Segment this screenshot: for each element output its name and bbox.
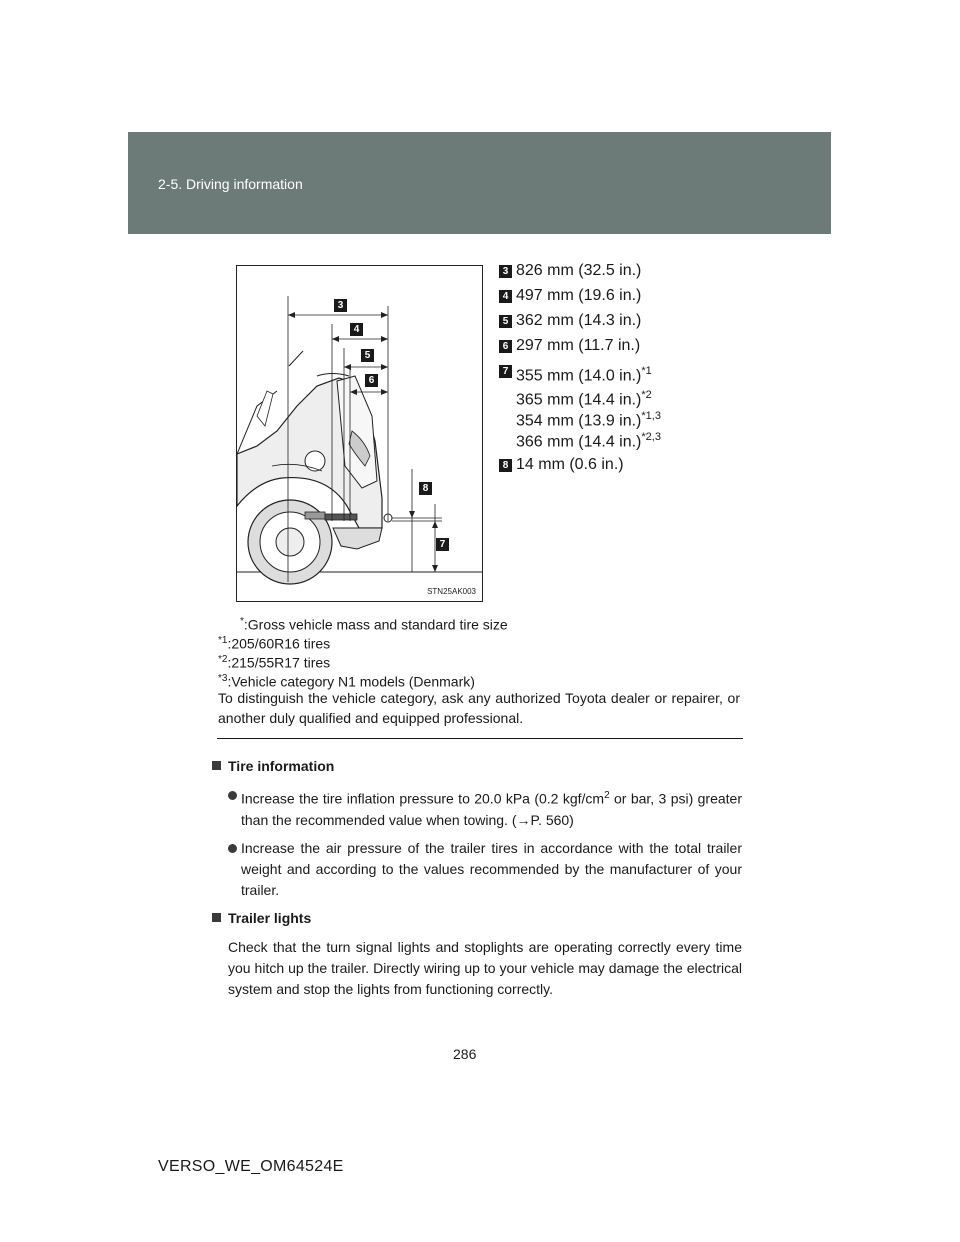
dimension-item [499, 360, 661, 385]
circle-bullet-icon [228, 844, 237, 853]
dimension-number: 8 [499, 459, 512, 472]
arrow-icon: → [516, 811, 531, 828]
trailer-lights-body: Check that the turn signal lights and stoplights are operating correctly every time you hitch up the trailer. Directly wiring up to your vehicle may damage the electrical system and stop the lights from functioning correctly. [228, 938, 742, 997]
dimension-value: 366 mm (14.4 in.) [516, 433, 642, 451]
dimension-value: 354 mm (13.9 in.) [516, 412, 642, 430]
tire-info-heading: Tire information [212, 756, 742, 777]
footnote: $^{*2}$:215/55R17 tires [218, 654, 331, 671]
circle-bullet-icon [228, 791, 237, 800]
footnote-ref: *1,3 [641, 410, 661, 422]
dimension-value: 297 mm (11.7 in.) [516, 337, 641, 354]
dimension-number: 6 [499, 340, 512, 353]
page-number: 286 [453, 1046, 477, 1062]
dimension-subvalue [499, 406, 661, 430]
dimension-item [499, 260, 661, 285]
bullet-item: Increase the tire inflation pressure to 20.0 kPa (0.2 kgf/$cm^2$ or bar, 3 psi) greater than the recommended value when towing. (→P. 560) [212, 785, 742, 831]
dimension-number: 7 [499, 365, 512, 378]
footnote-paragraph: To distinguish the vehicle category, ask any authorized Toyota dealer or repairer, or another duly qualified and equipped professional. [218, 690, 740, 726]
dimension-value: 365 mm (14.4 in.) [516, 391, 642, 409]
footnote-ref: *1 [641, 365, 652, 377]
tow-hitch-diagram [236, 265, 483, 602]
footnotes [218, 612, 740, 728]
dimension-value: 355 mm (14.0 in.) [516, 367, 642, 385]
footnote: $^{*1}$:205/60R16 tires [218, 635, 331, 652]
figure-code: STN25AK003 [427, 587, 476, 596]
footnote-ref: *2 [641, 389, 652, 401]
dimension-item [499, 454, 661, 479]
dimension-value: 497 mm (19.6 in.) [516, 287, 642, 304]
dimension-list [499, 260, 661, 479]
callout-8: 8 [419, 482, 432, 495]
document-code: VERSO_WE_OM64524E [158, 1158, 344, 1175]
dimension-item [499, 335, 661, 360]
bullet-item: Increase the air pressure of the trailer tires in accordance with the total trailer weight and according to the values recommended by the manufacturer of your trailer. [212, 838, 742, 901]
footnote: *:Gross vehicle mass and standard tire size [240, 616, 508, 633]
dimension-value: 362 mm (14.3 in.) [516, 312, 642, 329]
section-header-bar [128, 132, 831, 234]
dimension-value: 826 mm (32.5 in.) [516, 262, 642, 279]
dimension-value: 14 mm (0.6 in.) [516, 456, 624, 473]
dimension-number: 5 [499, 315, 512, 328]
dimension-number: 4 [499, 290, 512, 303]
dimension-subvalue [499, 427, 661, 451]
callout-7: 7 [436, 538, 449, 551]
page-reference-link[interactable]: P. 560) [530, 811, 574, 828]
square-bullet-icon [212, 913, 221, 922]
callout-6: 6 [365, 374, 378, 387]
dimension-item [499, 310, 661, 335]
square-bullet-icon [212, 761, 221, 770]
callout-4: 4 [350, 323, 363, 336]
footnote: $^{*3}$:Vehicle category N1 models (Denmark) [218, 673, 475, 690]
section-divider [217, 738, 743, 739]
dimension-item [499, 285, 661, 310]
vehicle-rear-illustration [237, 266, 483, 602]
trailer-lights-heading: Trailer lights [212, 908, 742, 929]
dimension-number: 3 [499, 265, 512, 278]
footnote-ref: *2,3 [641, 431, 661, 443]
main-content [212, 756, 742, 1008]
callout-3: 3 [334, 299, 347, 312]
dimension-subvalue [499, 385, 661, 409]
section-title: 2-5. Driving information [158, 176, 303, 192]
callout-5: 5 [361, 349, 374, 362]
